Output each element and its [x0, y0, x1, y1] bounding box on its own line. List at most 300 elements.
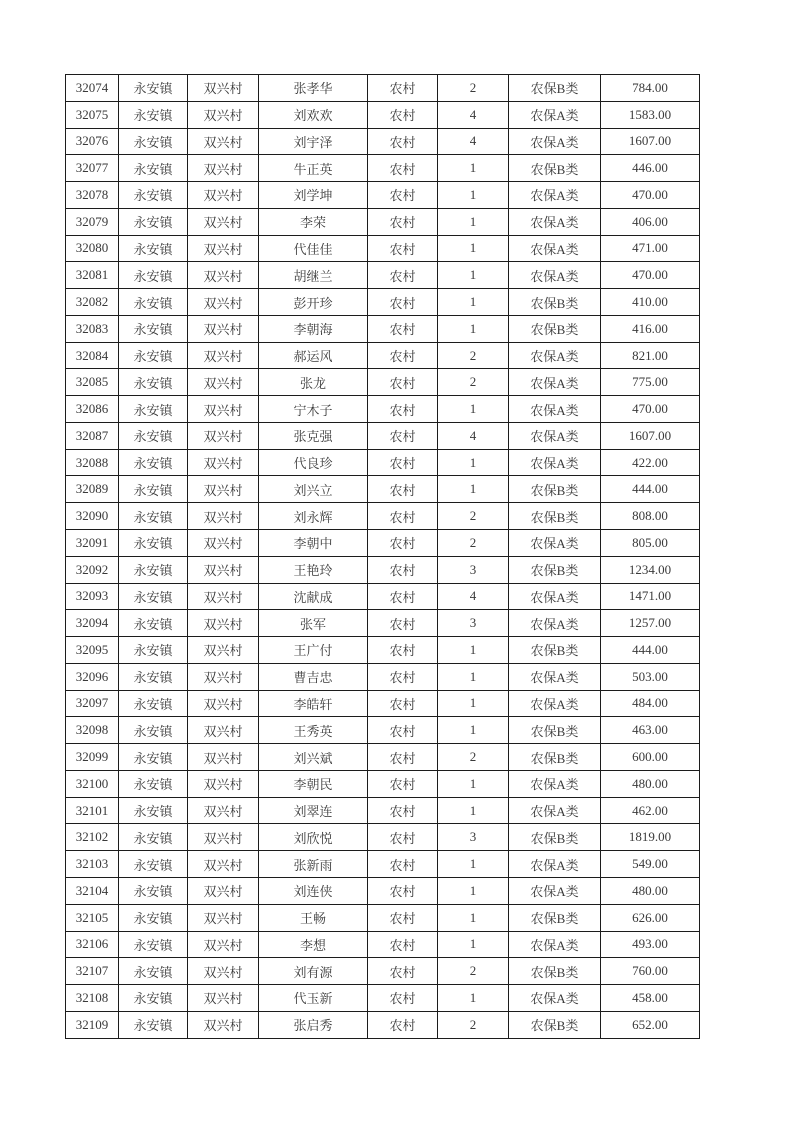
- cell-town: 永安镇: [119, 342, 188, 369]
- cell-town: 永安镇: [119, 690, 188, 717]
- cell-residence: 农村: [368, 289, 438, 316]
- cell-town: 永安镇: [119, 315, 188, 342]
- cell-village: 双兴村: [188, 128, 259, 155]
- cell-name: 张孝华: [259, 75, 368, 102]
- table-row: [66, 449, 700, 476]
- cell-category: 农保A类: [509, 101, 601, 128]
- cell-amount: 652.00: [601, 1011, 700, 1038]
- cell-category: 农保A类: [509, 690, 601, 717]
- cell-amount: 471.00: [601, 235, 700, 262]
- cell-count: 1: [438, 904, 509, 931]
- cell-serial: 32088: [66, 449, 119, 476]
- cell-amount: 760.00: [601, 958, 700, 985]
- cell-category: 农保A类: [509, 877, 601, 904]
- cell-category: 农保B类: [509, 75, 601, 102]
- cell-town: 永安镇: [119, 422, 188, 449]
- cell-amount: 1607.00: [601, 422, 700, 449]
- cell-count: 2: [438, 342, 509, 369]
- cell-category: 农保B类: [509, 824, 601, 851]
- cell-village: 双兴村: [188, 663, 259, 690]
- cell-town: 永安镇: [119, 851, 188, 878]
- cell-category: 农保B类: [509, 1011, 601, 1038]
- cell-category: 农保B类: [509, 637, 601, 664]
- table-row: [66, 128, 700, 155]
- table-row: [66, 985, 700, 1012]
- table-row: [66, 315, 700, 342]
- cell-category: 农保A类: [509, 931, 601, 958]
- cell-serial: 32084: [66, 342, 119, 369]
- cell-town: 永安镇: [119, 155, 188, 182]
- cell-count: 1: [438, 663, 509, 690]
- cell-village: 双兴村: [188, 262, 259, 289]
- cell-count: 1: [438, 262, 509, 289]
- cell-residence: 农村: [368, 610, 438, 637]
- cell-name: 代玉新: [259, 985, 368, 1012]
- cell-category: 农保B类: [509, 958, 601, 985]
- cell-amount: 808.00: [601, 503, 700, 530]
- table-row: [66, 744, 700, 771]
- cell-amount: 549.00: [601, 851, 700, 878]
- cell-serial: 32104: [66, 877, 119, 904]
- cell-town: 永安镇: [119, 1011, 188, 1038]
- cell-amount: 422.00: [601, 449, 700, 476]
- cell-serial: 32089: [66, 476, 119, 503]
- cell-name: 郝运风: [259, 342, 368, 369]
- cell-village: 双兴村: [188, 877, 259, 904]
- cell-town: 永安镇: [119, 958, 188, 985]
- cell-town: 永安镇: [119, 101, 188, 128]
- table-row: [66, 530, 700, 557]
- cell-amount: 821.00: [601, 342, 700, 369]
- cell-residence: 农村: [368, 315, 438, 342]
- cell-count: 1: [438, 396, 509, 423]
- cell-town: 永安镇: [119, 530, 188, 557]
- table-row: [66, 931, 700, 958]
- cell-serial: 32092: [66, 556, 119, 583]
- cell-name: 王畅: [259, 904, 368, 931]
- table-row: [66, 262, 700, 289]
- cell-village: 双兴村: [188, 851, 259, 878]
- cell-serial: 32076: [66, 128, 119, 155]
- cell-name: 王艳玲: [259, 556, 368, 583]
- table-row: [66, 663, 700, 690]
- cell-name: 张克强: [259, 422, 368, 449]
- cell-village: 双兴村: [188, 931, 259, 958]
- cell-village: 双兴村: [188, 208, 259, 235]
- cell-name: 刘欣悦: [259, 824, 368, 851]
- cell-name: 刘学坤: [259, 182, 368, 209]
- table-row: [66, 637, 700, 664]
- cell-village: 双兴村: [188, 182, 259, 209]
- cell-count: 1: [438, 931, 509, 958]
- cell-village: 双兴村: [188, 235, 259, 262]
- cell-village: 双兴村: [188, 422, 259, 449]
- cell-residence: 农村: [368, 690, 438, 717]
- cell-name: 刘连侠: [259, 877, 368, 904]
- cell-town: 永安镇: [119, 235, 188, 262]
- cell-amount: 480.00: [601, 877, 700, 904]
- cell-count: 1: [438, 155, 509, 182]
- cell-village: 双兴村: [188, 396, 259, 423]
- cell-amount: 470.00: [601, 396, 700, 423]
- cell-serial: 32105: [66, 904, 119, 931]
- cell-category: 农保A类: [509, 369, 601, 396]
- cell-residence: 农村: [368, 931, 438, 958]
- cell-village: 双兴村: [188, 369, 259, 396]
- cell-residence: 农村: [368, 851, 438, 878]
- cell-village: 双兴村: [188, 824, 259, 851]
- cell-serial: 32102: [66, 824, 119, 851]
- cell-town: 永安镇: [119, 583, 188, 610]
- cell-category: 农保B类: [509, 476, 601, 503]
- cell-amount: 784.00: [601, 75, 700, 102]
- table-row: [66, 851, 700, 878]
- cell-village: 双兴村: [188, 958, 259, 985]
- cell-serial: 32077: [66, 155, 119, 182]
- cell-serial: 32087: [66, 422, 119, 449]
- cell-count: 1: [438, 235, 509, 262]
- cell-village: 双兴村: [188, 530, 259, 557]
- cell-serial: 32081: [66, 262, 119, 289]
- cell-amount: 626.00: [601, 904, 700, 931]
- cell-amount: 480.00: [601, 770, 700, 797]
- cell-name: 李荣: [259, 208, 368, 235]
- cell-category: 农保A类: [509, 851, 601, 878]
- cell-residence: 农村: [368, 1011, 438, 1038]
- cell-village: 双兴村: [188, 556, 259, 583]
- table-row: [66, 182, 700, 209]
- cell-serial: 32078: [66, 182, 119, 209]
- cell-category: 农保B类: [509, 289, 601, 316]
- cell-serial: 32094: [66, 610, 119, 637]
- cell-village: 双兴村: [188, 1011, 259, 1038]
- table-row: [66, 690, 700, 717]
- cell-name: 宁木子: [259, 396, 368, 423]
- table-row: [66, 770, 700, 797]
- cell-town: 永安镇: [119, 717, 188, 744]
- cell-amount: 458.00: [601, 985, 700, 1012]
- cell-category: 农保A类: [509, 530, 601, 557]
- cell-amount: 1471.00: [601, 583, 700, 610]
- cell-town: 永安镇: [119, 770, 188, 797]
- cell-residence: 农村: [368, 770, 438, 797]
- cell-serial: 32086: [66, 396, 119, 423]
- cell-residence: 农村: [368, 877, 438, 904]
- table-row: [66, 289, 700, 316]
- cell-category: 农保B类: [509, 717, 601, 744]
- insurance-roster-table: [65, 74, 700, 1039]
- table-row: [66, 101, 700, 128]
- cell-village: 双兴村: [188, 315, 259, 342]
- table-row: [66, 155, 700, 182]
- cell-town: 永安镇: [119, 262, 188, 289]
- cell-amount: 463.00: [601, 717, 700, 744]
- cell-village: 双兴村: [188, 717, 259, 744]
- cell-village: 双兴村: [188, 690, 259, 717]
- table-body: [66, 75, 700, 1039]
- cell-name: 张启秀: [259, 1011, 368, 1038]
- cell-amount: 493.00: [601, 931, 700, 958]
- cell-village: 双兴村: [188, 75, 259, 102]
- cell-amount: 462.00: [601, 797, 700, 824]
- cell-town: 永安镇: [119, 75, 188, 102]
- cell-serial: 32109: [66, 1011, 119, 1038]
- cell-residence: 农村: [368, 744, 438, 771]
- cell-count: 1: [438, 289, 509, 316]
- cell-town: 永安镇: [119, 128, 188, 155]
- cell-amount: 446.00: [601, 155, 700, 182]
- cell-count: 2: [438, 958, 509, 985]
- cell-residence: 农村: [368, 182, 438, 209]
- cell-residence: 农村: [368, 556, 438, 583]
- table-row: [66, 717, 700, 744]
- cell-serial: 32107: [66, 958, 119, 985]
- table-row: [66, 422, 700, 449]
- table-row: [66, 476, 700, 503]
- cell-category: 农保A类: [509, 342, 601, 369]
- cell-count: 3: [438, 556, 509, 583]
- cell-amount: 416.00: [601, 315, 700, 342]
- cell-residence: 农村: [368, 797, 438, 824]
- cell-count: 1: [438, 690, 509, 717]
- cell-residence: 农村: [368, 637, 438, 664]
- cell-amount: 470.00: [601, 182, 700, 209]
- cell-name: 刘翠连: [259, 797, 368, 824]
- cell-town: 永安镇: [119, 824, 188, 851]
- cell-category: 农保A类: [509, 396, 601, 423]
- cell-name: 曹吉忠: [259, 663, 368, 690]
- cell-town: 永安镇: [119, 503, 188, 530]
- cell-count: 1: [438, 985, 509, 1012]
- cell-name: 张龙: [259, 369, 368, 396]
- cell-count: 3: [438, 610, 509, 637]
- cell-village: 双兴村: [188, 770, 259, 797]
- table-row: [66, 396, 700, 423]
- cell-category: 农保A类: [509, 985, 601, 1012]
- table-row: [66, 1011, 700, 1038]
- cell-village: 双兴村: [188, 985, 259, 1012]
- cell-name: 胡继兰: [259, 262, 368, 289]
- cell-residence: 农村: [368, 717, 438, 744]
- cell-name: 王秀英: [259, 717, 368, 744]
- cell-serial: 32082: [66, 289, 119, 316]
- cell-town: 永安镇: [119, 797, 188, 824]
- table-row: [66, 369, 700, 396]
- cell-residence: 农村: [368, 422, 438, 449]
- cell-amount: 1234.00: [601, 556, 700, 583]
- cell-residence: 农村: [368, 530, 438, 557]
- cell-serial: 32080: [66, 235, 119, 262]
- cell-residence: 农村: [368, 101, 438, 128]
- cell-town: 永安镇: [119, 663, 188, 690]
- cell-count: 4: [438, 128, 509, 155]
- cell-name: 刘有源: [259, 958, 368, 985]
- cell-village: 双兴村: [188, 155, 259, 182]
- cell-town: 永安镇: [119, 449, 188, 476]
- table-row: [66, 235, 700, 262]
- cell-village: 双兴村: [188, 744, 259, 771]
- cell-count: 2: [438, 369, 509, 396]
- cell-town: 永安镇: [119, 289, 188, 316]
- cell-serial: 32085: [66, 369, 119, 396]
- cell-residence: 农村: [368, 449, 438, 476]
- cell-residence: 农村: [368, 663, 438, 690]
- cell-count: 4: [438, 583, 509, 610]
- cell-town: 永安镇: [119, 931, 188, 958]
- cell-count: 2: [438, 1011, 509, 1038]
- cell-town: 永安镇: [119, 904, 188, 931]
- table-row: [66, 342, 700, 369]
- cell-amount: 1583.00: [601, 101, 700, 128]
- cell-name: 李朝中: [259, 530, 368, 557]
- cell-name: 李朝海: [259, 315, 368, 342]
- table-row: [66, 75, 700, 102]
- cell-town: 永安镇: [119, 744, 188, 771]
- cell-amount: 1607.00: [601, 128, 700, 155]
- cell-serial: 32090: [66, 503, 119, 530]
- cell-category: 农保A类: [509, 128, 601, 155]
- cell-residence: 农村: [368, 476, 438, 503]
- cell-village: 双兴村: [188, 289, 259, 316]
- cell-category: 农保A类: [509, 182, 601, 209]
- cell-village: 双兴村: [188, 342, 259, 369]
- cell-name: 张新雨: [259, 851, 368, 878]
- cell-amount: 470.00: [601, 262, 700, 289]
- cell-residence: 农村: [368, 262, 438, 289]
- cell-count: 2: [438, 744, 509, 771]
- cell-count: 4: [438, 101, 509, 128]
- cell-category: 农保B类: [509, 155, 601, 182]
- cell-residence: 农村: [368, 583, 438, 610]
- cell-name: 沈献成: [259, 583, 368, 610]
- cell-serial: 32079: [66, 208, 119, 235]
- cell-serial: 32093: [66, 583, 119, 610]
- cell-village: 双兴村: [188, 610, 259, 637]
- cell-name: 牛正英: [259, 155, 368, 182]
- cell-residence: 农村: [368, 985, 438, 1012]
- cell-category: 农保A类: [509, 663, 601, 690]
- cell-serial: 32099: [66, 744, 119, 771]
- cell-amount: 406.00: [601, 208, 700, 235]
- cell-village: 双兴村: [188, 101, 259, 128]
- cell-serial: 32091: [66, 530, 119, 557]
- cell-category: 农保A类: [509, 235, 601, 262]
- cell-serial: 32108: [66, 985, 119, 1012]
- cell-town: 永安镇: [119, 182, 188, 209]
- table-row: [66, 824, 700, 851]
- cell-name: 刘永辉: [259, 503, 368, 530]
- cell-village: 双兴村: [188, 449, 259, 476]
- cell-residence: 农村: [368, 396, 438, 423]
- cell-name: 李皓轩: [259, 690, 368, 717]
- table-row: [66, 208, 700, 235]
- cell-name: 彭开珍: [259, 289, 368, 316]
- cell-count: 2: [438, 503, 509, 530]
- cell-category: 农保A类: [509, 583, 601, 610]
- cell-serial: 32083: [66, 315, 119, 342]
- cell-count: 1: [438, 476, 509, 503]
- cell-residence: 农村: [368, 208, 438, 235]
- cell-serial: 32096: [66, 663, 119, 690]
- cell-category: 农保B类: [509, 904, 601, 931]
- cell-residence: 农村: [368, 503, 438, 530]
- cell-serial: 32075: [66, 101, 119, 128]
- cell-name: 代佳佳: [259, 235, 368, 262]
- cell-amount: 600.00: [601, 744, 700, 771]
- cell-town: 永安镇: [119, 610, 188, 637]
- cell-category: 农保A类: [509, 610, 601, 637]
- cell-count: 2: [438, 75, 509, 102]
- cell-village: 双兴村: [188, 476, 259, 503]
- cell-name: 刘欢欢: [259, 101, 368, 128]
- cell-name: 刘兴立: [259, 476, 368, 503]
- cell-amount: 444.00: [601, 637, 700, 664]
- cell-amount: 1257.00: [601, 610, 700, 637]
- table-row: [66, 610, 700, 637]
- cell-serial: 32098: [66, 717, 119, 744]
- cell-residence: 农村: [368, 369, 438, 396]
- cell-residence: 农村: [368, 342, 438, 369]
- table-row: [66, 797, 700, 824]
- cell-residence: 农村: [368, 824, 438, 851]
- cell-residence: 农村: [368, 128, 438, 155]
- cell-count: 1: [438, 182, 509, 209]
- cell-category: 农保A类: [509, 770, 601, 797]
- cell-serial: 32100: [66, 770, 119, 797]
- cell-town: 永安镇: [119, 396, 188, 423]
- cell-amount: 1819.00: [601, 824, 700, 851]
- cell-village: 双兴村: [188, 583, 259, 610]
- cell-count: 2: [438, 530, 509, 557]
- cell-serial: 32097: [66, 690, 119, 717]
- cell-town: 永安镇: [119, 637, 188, 664]
- cell-category: 农保A类: [509, 422, 601, 449]
- cell-amount: 410.00: [601, 289, 700, 316]
- cell-count: 4: [438, 422, 509, 449]
- cell-category: 农保B类: [509, 744, 601, 771]
- cell-amount: 444.00: [601, 476, 700, 503]
- cell-residence: 农村: [368, 958, 438, 985]
- table-row: [66, 904, 700, 931]
- cell-category: 农保B类: [509, 315, 601, 342]
- cell-serial: 32106: [66, 931, 119, 958]
- cell-category: 农保A类: [509, 262, 601, 289]
- cell-town: 永安镇: [119, 985, 188, 1012]
- cell-count: 1: [438, 770, 509, 797]
- cell-residence: 农村: [368, 75, 438, 102]
- cell-name: 王广付: [259, 637, 368, 664]
- cell-count: 1: [438, 637, 509, 664]
- cell-count: 1: [438, 877, 509, 904]
- cell-count: 1: [438, 717, 509, 744]
- cell-count: 1: [438, 797, 509, 824]
- cell-village: 双兴村: [188, 503, 259, 530]
- cell-count: 1: [438, 208, 509, 235]
- cell-category: 农保B类: [509, 503, 601, 530]
- cell-serial: 32103: [66, 851, 119, 878]
- cell-category: 农保A类: [509, 208, 601, 235]
- cell-count: 1: [438, 851, 509, 878]
- cell-village: 双兴村: [188, 637, 259, 664]
- cell-count: 1: [438, 449, 509, 476]
- cell-serial: 32101: [66, 797, 119, 824]
- cell-count: 1: [438, 315, 509, 342]
- cell-name: 代良珍: [259, 449, 368, 476]
- cell-residence: 农村: [368, 904, 438, 931]
- cell-serial: 32074: [66, 75, 119, 102]
- cell-village: 双兴村: [188, 797, 259, 824]
- cell-name: 张军: [259, 610, 368, 637]
